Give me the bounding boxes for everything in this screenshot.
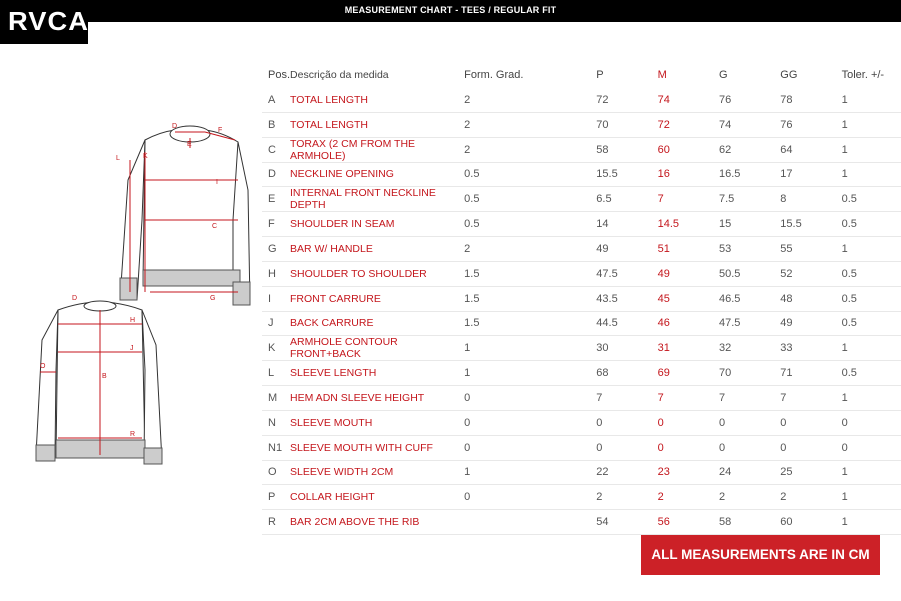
cell-g: 46.5	[715, 286, 776, 311]
cell-m: 7	[654, 187, 715, 212]
units-note	[641, 535, 880, 575]
cell-grad: 0.5	[460, 212, 592, 237]
cell-gg: 25	[776, 460, 837, 485]
cell-pos: G	[262, 237, 290, 262]
cell-grad: 1.5	[460, 286, 592, 311]
cell-desc: SHOULDER IN SEAM	[290, 212, 460, 237]
cell-desc: COLLAR HEIGHT	[290, 485, 460, 510]
cell-grad: 1.5	[460, 261, 592, 286]
cell-gg: 15.5	[776, 212, 837, 237]
cell-tol: 1	[838, 510, 901, 535]
cell-desc: BAR 2CM ABOVE THE RIB	[290, 510, 460, 535]
cell-grad: 0	[460, 386, 592, 411]
cell-pos: D	[262, 162, 290, 187]
cell-gg: 71	[776, 361, 837, 386]
cell-m: 45	[654, 286, 715, 311]
table-row	[262, 261, 901, 286]
cell-m: 51	[654, 237, 715, 262]
cell-grad: 2	[460, 88, 592, 112]
cell-desc: ARMHOLE CONTOUR FRONT+BACK	[290, 336, 460, 361]
cell-desc: HEM ADN SLEEVE HEIGHT	[290, 386, 460, 411]
cell-m: 0	[654, 410, 715, 435]
cell-m: 69	[654, 361, 715, 386]
cell-desc: SLEEVE MOUTH WITH CUFF	[290, 435, 460, 460]
table-row	[262, 88, 901, 112]
cell-gg: 8	[776, 187, 837, 212]
cell-p: 0	[592, 410, 653, 435]
cell-gg: 0	[776, 410, 837, 435]
cell-g: 16.5	[715, 162, 776, 187]
cell-g: 58	[715, 510, 776, 535]
cell-tol: 0.5	[838, 261, 901, 286]
table-row	[262, 510, 901, 535]
cell-grad	[460, 510, 592, 535]
table-row	[262, 162, 901, 187]
header-bar	[0, 0, 901, 22]
back-label-o: O	[40, 363, 46, 370]
cell-pos: F	[262, 212, 290, 237]
cell-tol: 0	[838, 435, 901, 460]
front-label-i: I	[216, 179, 218, 186]
header-grad: Form. Grad.	[464, 69, 524, 81]
cell-tol: 0.5	[838, 187, 901, 212]
cell-gg: 60	[776, 510, 837, 535]
cell-m: 23	[654, 460, 715, 485]
cell-g: 50.5	[715, 261, 776, 286]
cell-desc: SLEEVE WIDTH 2CM	[290, 460, 460, 485]
table-row	[262, 485, 901, 510]
header-pos: Pos.	[268, 69, 291, 81]
cell-tol: 0.5	[838, 361, 901, 386]
front-sweater-drawing	[120, 126, 250, 305]
table-row	[262, 137, 901, 162]
cell-pos: E	[262, 187, 290, 212]
cell-m: 14.5	[654, 212, 715, 237]
cell-desc: SLEEVE MOUTH	[290, 410, 460, 435]
table-row	[262, 435, 901, 460]
back-label-b: B	[102, 373, 107, 380]
page-title: MEASUREMENT CHART - TEES / REGULAR FIT	[344, 5, 557, 15]
cell-desc: BACK CARRURE	[290, 311, 460, 336]
cell-p: 6.5	[592, 187, 653, 212]
measurement-table	[262, 62, 901, 535]
cell-tol: 1	[838, 88, 901, 112]
table-row	[262, 460, 901, 485]
cell-p: 47.5	[592, 261, 653, 286]
cell-tol: 0.5	[838, 286, 901, 311]
header-m: M	[657, 69, 667, 81]
cell-gg: 49	[776, 311, 837, 336]
table-row	[262, 336, 901, 361]
cell-grad: 2	[460, 112, 592, 137]
cell-m: 46	[654, 311, 715, 336]
cell-pos: C	[262, 137, 290, 162]
cell-tol: 1	[838, 162, 901, 187]
cell-desc: TORAX (2 CM FROM THE ARMHOLE)	[290, 137, 460, 162]
cell-desc: NECKLINE OPENING	[290, 162, 460, 187]
cell-pos: O	[262, 460, 290, 485]
cell-g: 32	[715, 336, 776, 361]
cell-gg: 52	[776, 261, 837, 286]
header-tol: Toler. +/-	[841, 69, 885, 81]
header-p: P	[596, 69, 604, 81]
cell-g: 47.5	[715, 311, 776, 336]
cell-grad: 2	[460, 237, 592, 262]
cell-gg: 0	[776, 435, 837, 460]
cell-m: 0	[654, 435, 715, 460]
cell-p: 54	[592, 510, 653, 535]
header-g: G	[718, 69, 728, 81]
cell-p: 14	[592, 212, 653, 237]
cell-pos: M	[262, 386, 290, 411]
cell-tol: 0.5	[838, 311, 901, 336]
cell-tol: 1	[838, 336, 901, 361]
front-label-c: C	[212, 223, 218, 230]
cell-p: 72	[592, 88, 653, 112]
cell-tol: 0	[838, 410, 901, 435]
front-label-g: G	[210, 295, 216, 302]
cell-grad: 1	[460, 336, 592, 361]
logo-text: RVCA	[8, 6, 90, 36]
back-sweater-drawing	[36, 301, 162, 464]
cell-pos: R	[262, 510, 290, 535]
cell-grad: 1.5	[460, 311, 592, 336]
front-label-f: F	[218, 127, 223, 134]
cell-g: 53	[715, 237, 776, 262]
cell-g: 76	[715, 88, 776, 112]
table-row	[262, 410, 901, 435]
front-label-e: E	[187, 141, 192, 148]
cell-p: 58	[592, 137, 653, 162]
units-note-text: ALL MEASUREMENTS ARE IN CM	[651, 547, 870, 562]
cell-g: 0	[715, 410, 776, 435]
cell-gg: 17	[776, 162, 837, 187]
cell-gg: 55	[776, 237, 837, 262]
cell-m: 2	[654, 485, 715, 510]
back-label-h: H	[130, 317, 136, 324]
cell-tol: 1	[838, 237, 901, 262]
cell-g: 7	[715, 386, 776, 411]
cell-g: 15	[715, 212, 776, 237]
cell-desc: SLEEVE LENGTH	[290, 361, 460, 386]
cell-gg: 48	[776, 286, 837, 311]
cell-desc: FRONT CARRURE	[290, 286, 460, 311]
cell-gg: 2	[776, 485, 837, 510]
cell-desc: TOTAL LENGTH	[290, 88, 460, 112]
cell-g: 0	[715, 435, 776, 460]
cell-grad: 0.5	[460, 162, 592, 187]
cell-gg: 64	[776, 137, 837, 162]
cell-grad: 0	[460, 410, 592, 435]
cell-pos: H	[262, 261, 290, 286]
cell-tol: 1	[838, 386, 901, 411]
cell-grad: 0	[460, 435, 592, 460]
cell-gg: 78	[776, 88, 837, 112]
cell-grad: 1	[460, 460, 592, 485]
cell-m: 60	[654, 137, 715, 162]
cell-pos: I	[262, 286, 290, 311]
cell-g: 24	[715, 460, 776, 485]
cell-desc: TOTAL LENGTH	[290, 112, 460, 137]
cell-gg: 7	[776, 386, 837, 411]
cell-gg: 33	[776, 336, 837, 361]
cell-pos: L	[262, 361, 290, 386]
cell-m: 49	[654, 261, 715, 286]
cell-m: 7	[654, 386, 715, 411]
front-label-d: D	[172, 123, 178, 130]
cell-grad: 0.5	[460, 187, 592, 212]
table-header-row	[262, 62, 901, 88]
front-label-k: K	[143, 153, 148, 160]
cell-p: 70	[592, 112, 653, 137]
cell-grad: 2	[460, 137, 592, 162]
cell-pos: A	[262, 88, 290, 112]
cell-g: 74	[715, 112, 776, 137]
cell-tol: 1	[838, 137, 901, 162]
cell-tol: 1	[838, 460, 901, 485]
cell-p: 68	[592, 361, 653, 386]
cell-p: 30	[592, 336, 653, 361]
cell-p: 15.5	[592, 162, 653, 187]
cell-pos: K	[262, 336, 290, 361]
brand-logo	[0, 0, 88, 44]
cell-p: 22	[592, 460, 653, 485]
table-row	[262, 187, 901, 212]
cell-pos: P	[262, 485, 290, 510]
back-label-r: R	[130, 431, 136, 438]
cell-p: 44.5	[592, 311, 653, 336]
cell-pos: N1	[262, 435, 290, 460]
table-row	[262, 361, 901, 386]
cell-g: 70	[715, 361, 776, 386]
cell-g: 2	[715, 485, 776, 510]
cell-tol: 1	[838, 112, 901, 137]
cell-p: 49	[592, 237, 653, 262]
back-label-j: J	[130, 345, 134, 352]
cell-pos: N	[262, 410, 290, 435]
header-desc: Descrição da medida	[290, 69, 389, 81]
cell-p: 7	[592, 386, 653, 411]
cell-gg: 76	[776, 112, 837, 137]
cell-desc: SHOULDER TO SHOULDER	[290, 261, 460, 286]
table-row	[262, 112, 901, 137]
cell-tol: 0.5	[838, 212, 901, 237]
header-gg: GG	[780, 69, 798, 81]
garment-diagram	[0, 110, 262, 480]
cell-tol: 1	[838, 485, 901, 510]
cell-p: 43.5	[592, 286, 653, 311]
cell-desc: INTERNAL FRONT NECKLINE DEPTH	[290, 187, 460, 212]
cell-desc: BAR W/ HANDLE	[290, 237, 460, 262]
front-label-l: L	[116, 155, 120, 162]
back-label-d: D	[72, 295, 78, 302]
cell-g: 62	[715, 137, 776, 162]
table-row	[262, 386, 901, 411]
cell-p: 0	[592, 435, 653, 460]
cell-g: 7.5	[715, 187, 776, 212]
cell-p: 2	[592, 485, 653, 510]
cell-pos: J	[262, 311, 290, 336]
cell-grad: 0	[460, 485, 592, 510]
table-row	[262, 212, 901, 237]
cell-m: 72	[654, 112, 715, 137]
cell-pos: B	[262, 112, 290, 137]
table-row	[262, 286, 901, 311]
table-row	[262, 237, 901, 262]
table-row	[262, 311, 901, 336]
cell-grad: 1	[460, 361, 592, 386]
cell-m: 16	[654, 162, 715, 187]
cell-m: 56	[654, 510, 715, 535]
cell-m: 31	[654, 336, 715, 361]
cell-m: 74	[654, 88, 715, 112]
